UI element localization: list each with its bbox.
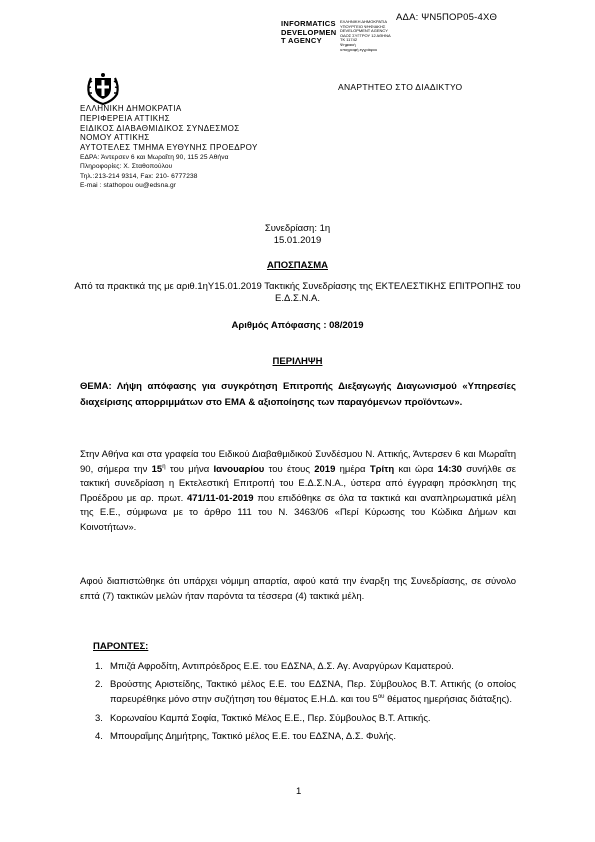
list-item: 1. Μπιζά Αφροδίτη, Αντιπρόεδρος Ε.Ε. του ΕΔΣΝΑ, Δ.Σ. Αγ. Αναργύρων Καματερού. [95, 661, 454, 672]
posted-online-label: ΑΝΑΡΤΗΤΕΟ ΣΤΟ ΔΙΑΔΙΚΤΥΟ [338, 82, 463, 92]
ida-logo: INFORMATICS DEVELOPMEN T AGENCY [281, 19, 337, 45]
list-item: 2. Βρούστης Αριστείδης, Τακτικό μέλος Ε.Ε. του ΕΔΣΝΑ, Περ. Σύμβουλος Β.Τ. Αττικής (ο οποίος παρευρέθηκε μόνο στην συζήτηση του θέματος Ε.Η.Δ. και του $5^{o\upsilon}$ θέματος ημερήσιας διάταξης). [95, 679, 516, 706]
quorum-paragraph: Αφού διαπιστώθηκε ότι υπάρχει νόμιμη απαρτία, αφού κατά την έναρξη της Συνεδρίασης, σε σύνολο επτά (7) τακτικών μελών ήταν παρόντα τα τέσσερα (4) τακτικά μέλη. [80, 576, 516, 602]
page-number: 1 [296, 786, 302, 797]
ada-code: ΑΔΑ: ΨΝ5ΠΟΡ05-4ΧΘ [396, 12, 498, 23]
meeting-paragraph: Στην Αθήνα και στα γραφεία του Ειδικού Διαβαθμιδικού Συνδέσμου Ν. Αττικής, Άντερσεν 6 και Μωραΐτη 90, σήμερα την $15^\eta$ του μήνα Ιανουαρίου του έτους 2019 ημέρα Τρίτη και ώρα 14:30 συνήλθε σε τακτική συνεδρίαση η Εκτελεστική Επιτροπή του Ε.Δ.Σ.Ν.Α., ύστερα από έγγραφη πρόσκληση της Προέδρου με αρ. πρωτ. 471/11-01-2019 που επιδόθηκε σε όλα τα τακτικά και αναπληρωματικά μέλη της Ε.Ε., σύμφωνα με το άρθρο 111 του Ν. 3463/06 «Περί Κύρωσης του Κώδικα Δήμων και Κοινοτήτων». [80, 449, 517, 533]
present-members-list [80, 660, 516, 748]
issuer-header: ΕΛΛΗΝΙΚΗ ΔΗΜΟΚΡΑΤΙΑ ΠΕΡΙΦΕΡΕΙΑ ΑΤΤΙΚΗΣ ΕΙΔΙΚΟΣ ΔΙΑΒΑΘΜΙΔΙΚΟΣ ΣΥΝΔΕΣΜΟΣ ΝΟΜΟΥ ΑΤΤΙΚΗΣ ΑΥΤΟΤΕΛΕΣ ΤΜΗΜΑ ΕΥΘΥΝΗΣ ΠΡΟΕΔΡΟΥ ΕΔΡΑ: Άντερσεν 6 και Μωραΐτη 90, 115 25 Αθήνα Πληροφορίες: Χ. Σταθοπούλου Τηλ.:213-214 9314, Fax: 210- 6777238 E-mai : stathopou ou@edsna.gr [80, 104, 258, 189]
minutes-intro: Από τα πρακτικά της με αριθ.1ηΥ15.01.2019 Τακτικής Συνεδρίασης της ΕΚΤΕΛΕΣΤΙΚΗΣ ΕΠΙΤΡΟΠΗΣ του Ε.Δ.Σ.Ν.Α. [74, 281, 521, 305]
list-item: 4. Μπουραΐμης Δημήτρης, Τακτικό μέλος Ε.Ε. του ΕΔΣΝΑ, Δ.Σ. Φυλής. [95, 730, 397, 742]
greek-coat-of-arms-icon [83, 70, 123, 106]
decision-number: Αριθμός Απόφασης : 08/2019 [231, 320, 364, 331]
list-item: 3. Κορωναίου Καμπά Σοφία, Τακτικό Μέλος Ε.Ε., Περ. Σύμβουλος Β.Τ. Αττικής. [95, 712, 431, 724]
summary-title: ΠΕΡΙΛΗΨΗ [272, 356, 323, 367]
ida-logo-subtext: ΕΛΛΗΝΙΚΗ ΔΗΜΟΚΡΑΤΙΑ ΥΠΟΥΡΓΕΙΟ ΨΗΦΙΑΚΗΣ DEVELOPMENT AGENCY ΟΔΟΣ ΣΥΓΓΡΟΥ 12 ΑΘΗΝΑ ΤΚ 11742 Ψηφιακή υπογραφή εγγράφου [340, 19, 391, 52]
session-info: Συνεδρίαση: 1η 15.01.2019 [264, 223, 331, 246]
subject-text: ΘΕΜΑ: Λήψη απόφασης για συγκρότηση Επιτροπής Διεξαγωγής Διαγωνισμού «Υπηρεσίες διαχείρισης απορριμμάτων στο ΕΜΑ & αξιοποίησης των παραγόμενων προϊόντων». [80, 381, 516, 408]
present-title: ΠΑΡΟΝΤΕΣ: [93, 641, 149, 652]
apospasma-title: ΑΠΟΣΠΑΣΜΑ [266, 260, 328, 271]
